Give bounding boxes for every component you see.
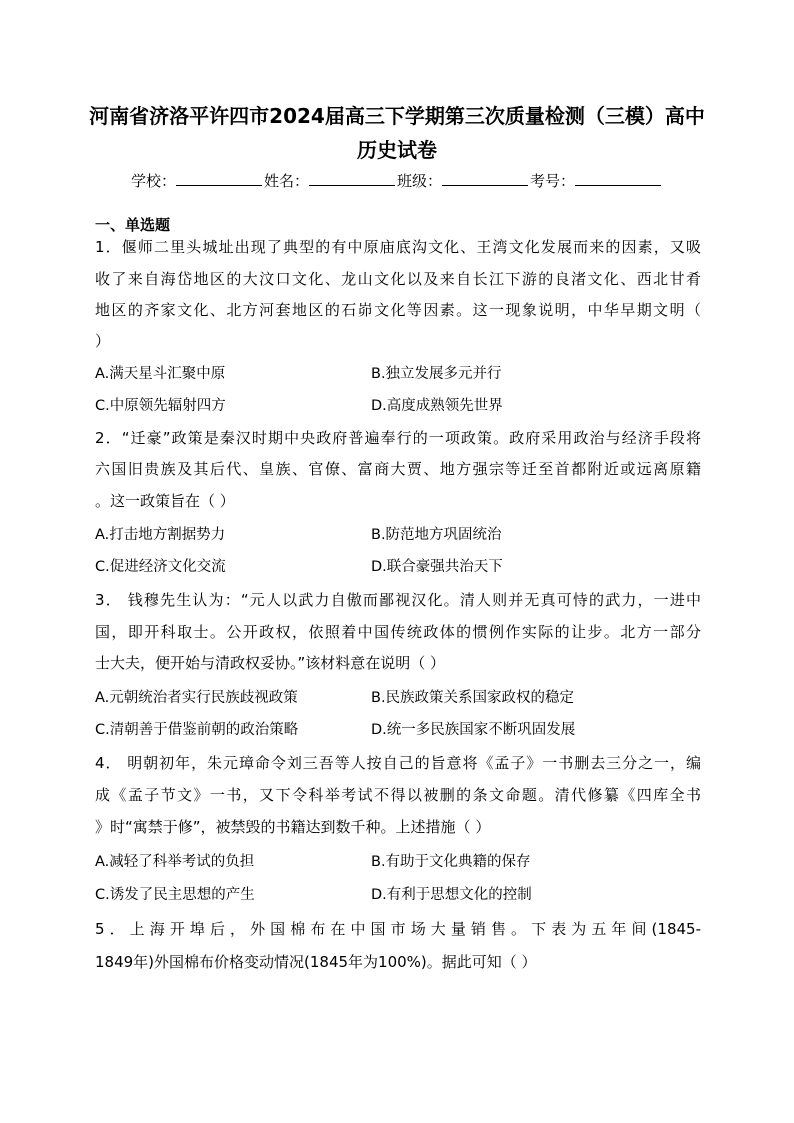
question-3-option-d[interactable]: D.统一多民族国家不断巩固发展: [371, 722, 576, 738]
question-4-option-d[interactable]: D.有利于思想文化的控制: [371, 887, 532, 903]
student-info-fields: [0, 170, 794, 191]
class-label: 班级：: [397, 172, 443, 190]
number-label: 考号：: [530, 172, 576, 190]
question-4-option-b[interactable]: B.有助于文化典籍的保存: [371, 854, 531, 870]
question-2-line-1: 2．“迁豪”政策是秦汉时期中央政府普遍奉行的一项政策。政府采用政治与经济手段将: [95, 429, 701, 447]
question-3-option-c[interactable]: C.清朝善于借鉴前朝的政治策略: [95, 722, 299, 738]
question-4-line-3: 》时“寓禁于修”，被禁毁的书籍达到数千种。上述措施（ ）: [95, 818, 491, 836]
question-2-option-b[interactable]: B.防范地方巩固统治: [371, 527, 502, 543]
question-3-option-b[interactable]: B.民族政策关系国家政权的稳定: [371, 690, 575, 706]
question-2-option-a[interactable]: A.打击地方割据势力: [95, 527, 226, 543]
question-1-option-d[interactable]: D.高度成熟领先世界: [371, 398, 503, 414]
name-label: 姓名：: [263, 172, 309, 190]
number-blank[interactable]: [575, 170, 661, 186]
document-title-line2: 历史试卷: [357, 138, 437, 162]
question-1-option-c[interactable]: C.中原领先辐射四方: [95, 398, 226, 414]
question-4-line-2: 成《孟子节文》一书，又下令科举考试不得以被删的条文命题。清代修纂《四库全书: [95, 786, 701, 804]
question-2-option-c[interactable]: C.促进经济文化交流: [95, 559, 226, 575]
question-5-line-2: 1849年)外国棉布价格变动情况(1845年为100%)。据此可知（ ）: [95, 953, 537, 971]
name-blank[interactable]: [309, 170, 395, 186]
question-3-line-2: 国，即开科取士。公开政权，依照着中国传统政体的惯例作实际的让步。北方一部分: [95, 623, 701, 641]
question-1-line-4: ）: [95, 332, 111, 350]
question-2-line-2: 六国旧贵族及其后代、皇族、官僚、富商大贾、地方强宗等迁至首都附近或远离原籍: [95, 460, 701, 478]
question-3-line-3: 士大夫，便开始与清政权妥协。”该材料意在说明（ ）: [95, 654, 446, 672]
question-1-line-3: 地区的齐家文化、北方河套地区的石峁文化等因素。这一现象说明，中华早期文明（: [95, 301, 701, 319]
question-1-option-b[interactable]: B.独立发展多元并行: [371, 366, 502, 382]
question-4-option-a[interactable]: A.减轻了科举考试的负担: [95, 854, 255, 870]
school-label: 学校：: [130, 172, 176, 190]
document-title-line1: 河南省济洛平许四市2024届高三下学期第三次质量检测（三模）高中: [89, 104, 705, 128]
question-1-line-2: 收了来自海岱地区的大汶口文化、龙山文化以及来自长江下游的良渚文化、西北甘肴: [95, 270, 701, 288]
question-2-line-3: 。这一政策旨在（ ）: [95, 492, 235, 510]
question-4-option-c[interactable]: C.诱发了民主思想的产生: [95, 887, 255, 903]
school-blank[interactable]: [176, 170, 262, 186]
question-4-line-1: 4． 明朝初年，朱元璋命令刘三吾等人按自己的旨意将《孟子》一书删去三分之一，编: [95, 754, 701, 772]
class-blank[interactable]: [442, 170, 528, 186]
question-3-option-a[interactable]: A.元朝统治者实行民族歧视政策: [95, 690, 298, 706]
question-1-option-a[interactable]: A.满天星斗汇聚中原: [95, 366, 226, 382]
question-2-option-d[interactable]: D.联合豪强共治天下: [371, 559, 503, 575]
question-3-line-1: 3． 钱穆先生认为：“元人以武力自傲而鄙视汉化。清人则并无真可恃的武力，一进中: [95, 591, 701, 609]
section-heading: 一、单选题: [95, 216, 171, 234]
question-5-line-1: 5．上海开埠后，外国棉布在中国市场大量销售。下表为五年间(1845-: [95, 920, 701, 938]
question-1-line-1: 1．偃师二里头城址出现了典型的有中原庙底沟文化、王湾文化发展而来的因素，又吸: [95, 238, 701, 256]
